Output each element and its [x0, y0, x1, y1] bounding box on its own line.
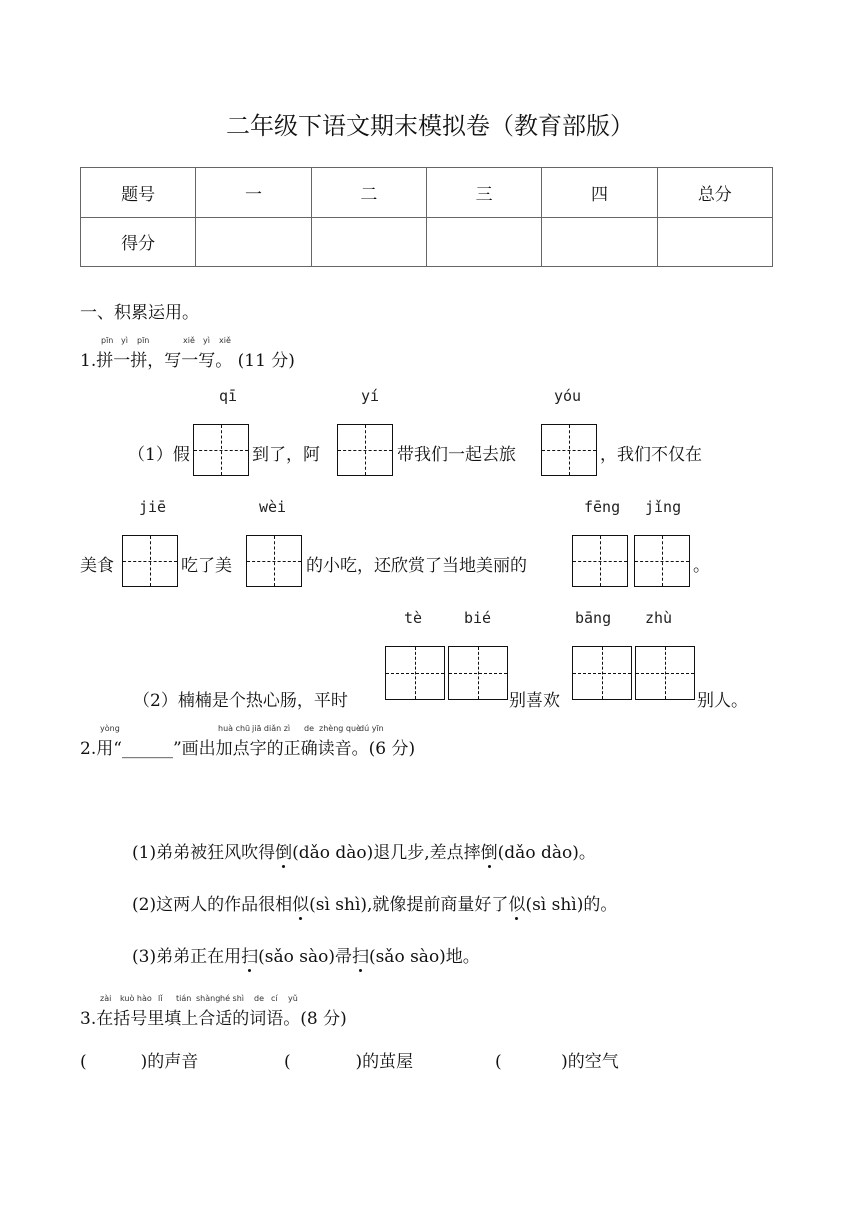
- pinyin-label: jiē: [139, 498, 167, 516]
- dotted-character: 倒: [275, 838, 292, 863]
- exam-title: 二年级下语文期末模拟卷（教育部版）: [226, 112, 634, 140]
- question-1-title: 1.拼一拼，写一写。 (11 分): [80, 351, 295, 371]
- sentence-text: 美食: [80, 556, 114, 576]
- sentence-text: 吃了美: [181, 556, 232, 576]
- pinyin-label: bāng: [575, 609, 612, 627]
- q2-ruby: yòng huà chū jiā diǎn zì de zhèng quèdú yīn: [100, 724, 384, 733]
- score-cell[interactable]: [657, 217, 772, 267]
- pinyin-label: fēng: [584, 498, 621, 516]
- writing-grid-box[interactable]: [193, 424, 249, 476]
- writing-grid-box[interactable]: [448, 646, 508, 700]
- dotted-character: 似: [292, 890, 309, 915]
- sentence-text: 别人。: [697, 691, 748, 711]
- q1-ruby: pīn yì pīn xiě yì xiě: [101, 336, 231, 345]
- pinyin-label: tè: [404, 609, 423, 627]
- dotted-character: 倒: [481, 838, 498, 863]
- writing-grid-box[interactable]: [122, 535, 178, 587]
- pronunciation-item: (2)这两人的作品很相似(sì shì),就像提前商量好了似(sì shì)的。: [132, 890, 617, 915]
- header-cell: 一: [196, 168, 311, 218]
- writing-grid-box[interactable]: [572, 646, 632, 700]
- writing-grid-box[interactable]: [541, 424, 597, 476]
- pronunciation-item: (1)弟弟被狂风吹得倒(dǎo dào)退几步,差点摔倒(dǎo dào)。: [132, 838, 596, 863]
- writing-grid-box[interactable]: [572, 535, 628, 587]
- score-cell[interactable]: [426, 217, 541, 267]
- fill-blank-item[interactable]: ( )的声音: [80, 1052, 199, 1072]
- sentence-text: 的小吃，还欣赏了当地美丽的: [306, 556, 527, 576]
- writing-grid-box[interactable]: [246, 535, 302, 587]
- pinyin-label: jǐng: [645, 498, 682, 516]
- sentence-text: ，我们不仅在: [600, 445, 702, 465]
- sentence-text: 到了，阿: [252, 445, 320, 465]
- dotted-character: 似: [508, 890, 525, 915]
- fill-blank-item[interactable]: ( )的茧屋: [284, 1052, 414, 1072]
- header-cell: 总分: [657, 168, 772, 218]
- score-cell[interactable]: [542, 217, 657, 267]
- section-heading: 一、积累运用。: [80, 303, 199, 323]
- pinyin-label: yóu: [554, 387, 582, 405]
- sentence-text: 别喜欢: [509, 691, 560, 711]
- pinyin-label: zhù: [645, 609, 673, 627]
- header-cell: 二: [311, 168, 426, 218]
- header-cell: 三: [426, 168, 541, 218]
- score-cell[interactable]: [196, 217, 311, 267]
- header-cell: 四: [542, 168, 657, 218]
- sentence-text: （1）假: [128, 445, 190, 465]
- sentence-text: （2）楠楠是个热心肠，平时: [133, 691, 348, 711]
- pinyin-label: wèi: [259, 498, 287, 516]
- score-table: [80, 167, 773, 267]
- writing-grid-box[interactable]: [337, 424, 393, 476]
- writing-grid-box[interactable]: [634, 535, 690, 587]
- row-label: 得分: [81, 217, 196, 267]
- pinyin-label: yí: [361, 387, 380, 405]
- sentence-text: 。: [693, 556, 710, 576]
- dotted-character: 扫: [352, 942, 369, 967]
- sentence-text: 带我们一起去旅: [397, 445, 516, 465]
- score-table-score-row: [81, 217, 773, 267]
- dotted-character: 扫: [241, 942, 258, 967]
- pronunciation-item: (3)弟弟正在用扫(sǎo sào)帚扫(sǎo sào)地。: [132, 942, 480, 967]
- writing-grid-box[interactable]: [635, 646, 695, 700]
- writing-grid-box[interactable]: [385, 646, 445, 700]
- question-3-title: 3.在括号里填上合适的词语。(8 分): [80, 1009, 347, 1029]
- header-cell: 题号: [81, 168, 196, 218]
- score-table-header-row: [81, 168, 773, 218]
- question-2-title: 2.用“______”画出加点字的正确读音。(6 分): [80, 739, 416, 759]
- q3-ruby: zài kuò hào lǐ tián shànghé shì de cí yǔ: [100, 994, 298, 1003]
- fill-blank-item[interactable]: ( )的空气: [495, 1052, 619, 1072]
- pinyin-label: qī: [219, 387, 238, 405]
- pinyin-label: bié: [464, 609, 492, 627]
- score-cell[interactable]: [311, 217, 426, 267]
